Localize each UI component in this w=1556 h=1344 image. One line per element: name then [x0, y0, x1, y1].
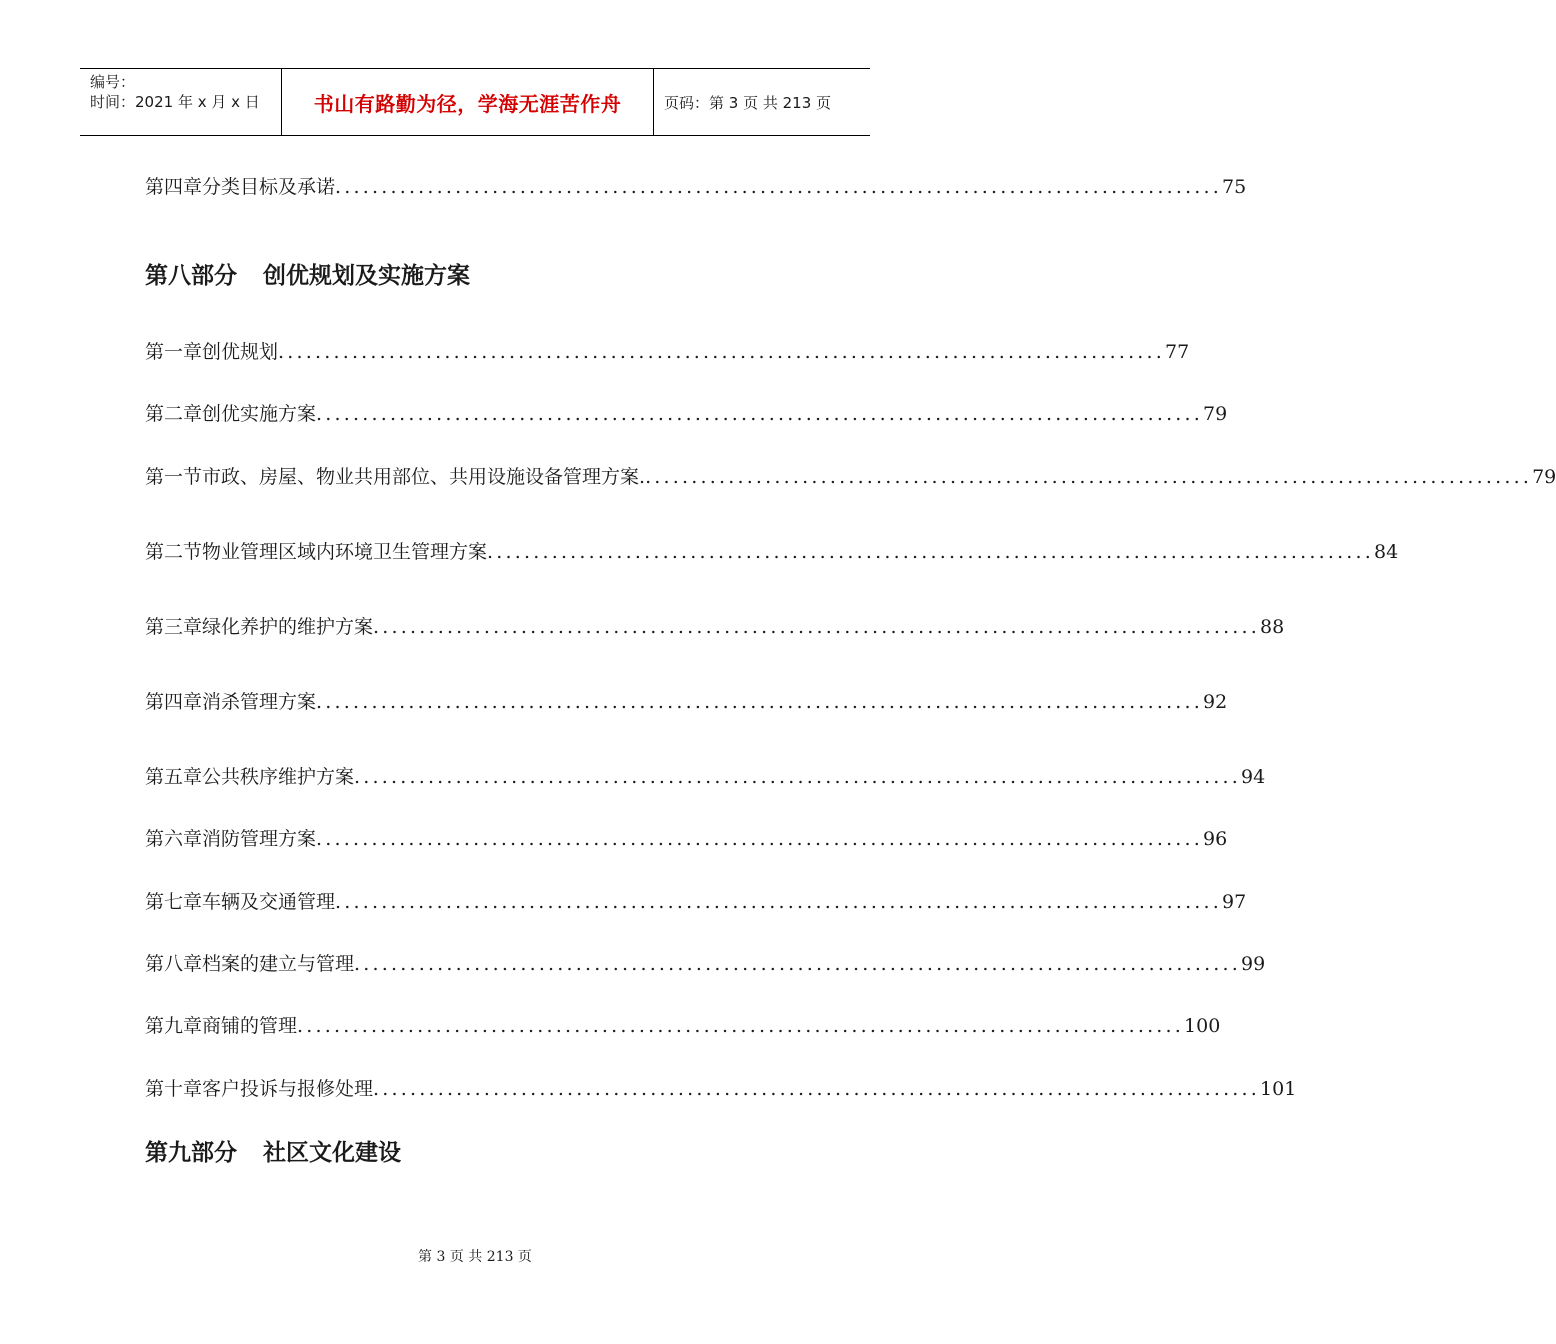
toc-chapter: 第七章 — [145, 891, 203, 913]
toc-chapter: 第十章 — [145, 1078, 203, 1100]
toc-page: 101 — [1260, 1078, 1297, 1100]
toc-title: 创优规划 — [202, 341, 279, 363]
toc-page: 99 — [1241, 953, 1266, 975]
toc-leader: ................................................................................................ — [297, 1015, 1185, 1037]
toc-chapter: 第一章 — [145, 341, 203, 363]
toc-page: 94 — [1241, 766, 1266, 788]
toc-chapter: 第二章 — [145, 403, 203, 425]
toc-chapter: 第三章 — [145, 616, 203, 638]
toc-title: 物业管理区域内环境卫生管理方案 — [202, 541, 488, 563]
toc-chapter: 第八章 — [145, 953, 203, 975]
number-label: 编号： — [90, 73, 136, 91]
part-number: 第九部分 — [145, 1139, 237, 1166]
toc-page: 92 — [1203, 691, 1228, 713]
toc-entry[interactable] — [145, 399, 1228, 426]
toc-title: 档案的建立与管理 — [202, 953, 355, 975]
toc-leader: ................................................................................................ — [278, 341, 1166, 363]
header-motto: 书山有路勤为径，学海无涯苦作舟 — [282, 69, 654, 135]
toc-title: 市政、房屋、物业共用部位、共用设施设备管理方案. — [202, 466, 646, 488]
toc-chapter: 第四章 — [145, 176, 203, 198]
toc-leader: ................................................................................................ — [354, 953, 1242, 975]
toc-entry[interactable] — [145, 762, 1266, 789]
time-label: 时间：2021 年 x 月 x 日 — [90, 93, 260, 111]
header-page-info: 页码：第 3 页 共 213 页 — [664, 93, 832, 112]
toc-title: 分类目标及承诺 — [202, 176, 336, 198]
part-heading — [145, 257, 470, 290]
toc-page: 100 — [1184, 1015, 1221, 1037]
part-title: 创优规划及实施方案 — [263, 262, 470, 289]
toc-chapter: 第一节 — [145, 466, 203, 488]
toc-entry[interactable] — [145, 462, 1556, 489]
toc-leader: ................................................................................................ — [335, 891, 1223, 913]
toc-entry[interactable] — [145, 612, 1285, 639]
page-header — [80, 68, 870, 136]
toc-leader: ................................................................................................ — [316, 691, 1204, 713]
toc-entry[interactable] — [145, 949, 1266, 976]
toc-page: 88 — [1260, 616, 1285, 638]
toc-chapter: 第二节 — [145, 541, 203, 563]
toc-page: 84 — [1374, 541, 1399, 563]
toc-leader: ................................................................................................ — [645, 466, 1533, 488]
toc-page: 77 — [1165, 341, 1190, 363]
toc-entry[interactable] — [145, 537, 1399, 564]
toc-entry[interactable] — [145, 1074, 1297, 1101]
toc-title: 创优实施方案 — [202, 403, 317, 425]
toc-page: 79 — [1532, 466, 1556, 488]
toc-page: 97 — [1222, 891, 1247, 913]
toc-entry[interactable] — [145, 337, 1190, 364]
toc-leader: ................................................................................................ — [373, 1078, 1261, 1100]
toc-chapter: 第五章 — [145, 766, 203, 788]
toc-chapter: 第四章 — [145, 691, 203, 713]
toc-page: 79 — [1203, 403, 1228, 425]
toc-page: 96 — [1203, 828, 1228, 850]
header-meta — [80, 69, 282, 135]
toc-entry[interactable] — [145, 887, 1247, 914]
toc-title: 客户投诉与报修处理 — [202, 1078, 374, 1100]
toc-entry[interactable] — [145, 824, 1228, 851]
toc-title: 消杀管理方案 — [202, 691, 317, 713]
part-title: 社区文化建设 — [263, 1139, 401, 1166]
toc-entry[interactable] — [145, 172, 1247, 199]
toc-title: 消防管理方案 — [202, 828, 317, 850]
toc-chapter: 第六章 — [145, 828, 203, 850]
part-number: 第八部分 — [145, 262, 237, 289]
toc-entry[interactable] — [145, 687, 1228, 714]
page-footer: 第 3 页 共 213 页 — [418, 1249, 532, 1265]
toc-title: 车辆及交通管理 — [202, 891, 336, 913]
toc-entry[interactable] — [145, 1011, 1221, 1038]
toc-title: 公共秩序维护方案 — [202, 766, 355, 788]
toc-title: 绿化养护的维护方案 — [202, 616, 374, 638]
part-heading — [145, 1134, 401, 1167]
toc-leader: ................................................................................................ — [316, 403, 1204, 425]
toc-leader: ................................................................................................ — [354, 766, 1242, 788]
toc-leader: ................................................................................................ — [487, 541, 1375, 563]
toc-page: 75 — [1222, 176, 1247, 198]
toc-chapter: 第九章 — [145, 1015, 203, 1037]
toc-leader: ................................................................................................ — [373, 616, 1261, 638]
toc-leader: ................................................................................................ — [335, 176, 1223, 198]
toc-title: 商铺的管理 — [202, 1015, 298, 1037]
toc-leader: ................................................................................................ — [316, 828, 1204, 850]
